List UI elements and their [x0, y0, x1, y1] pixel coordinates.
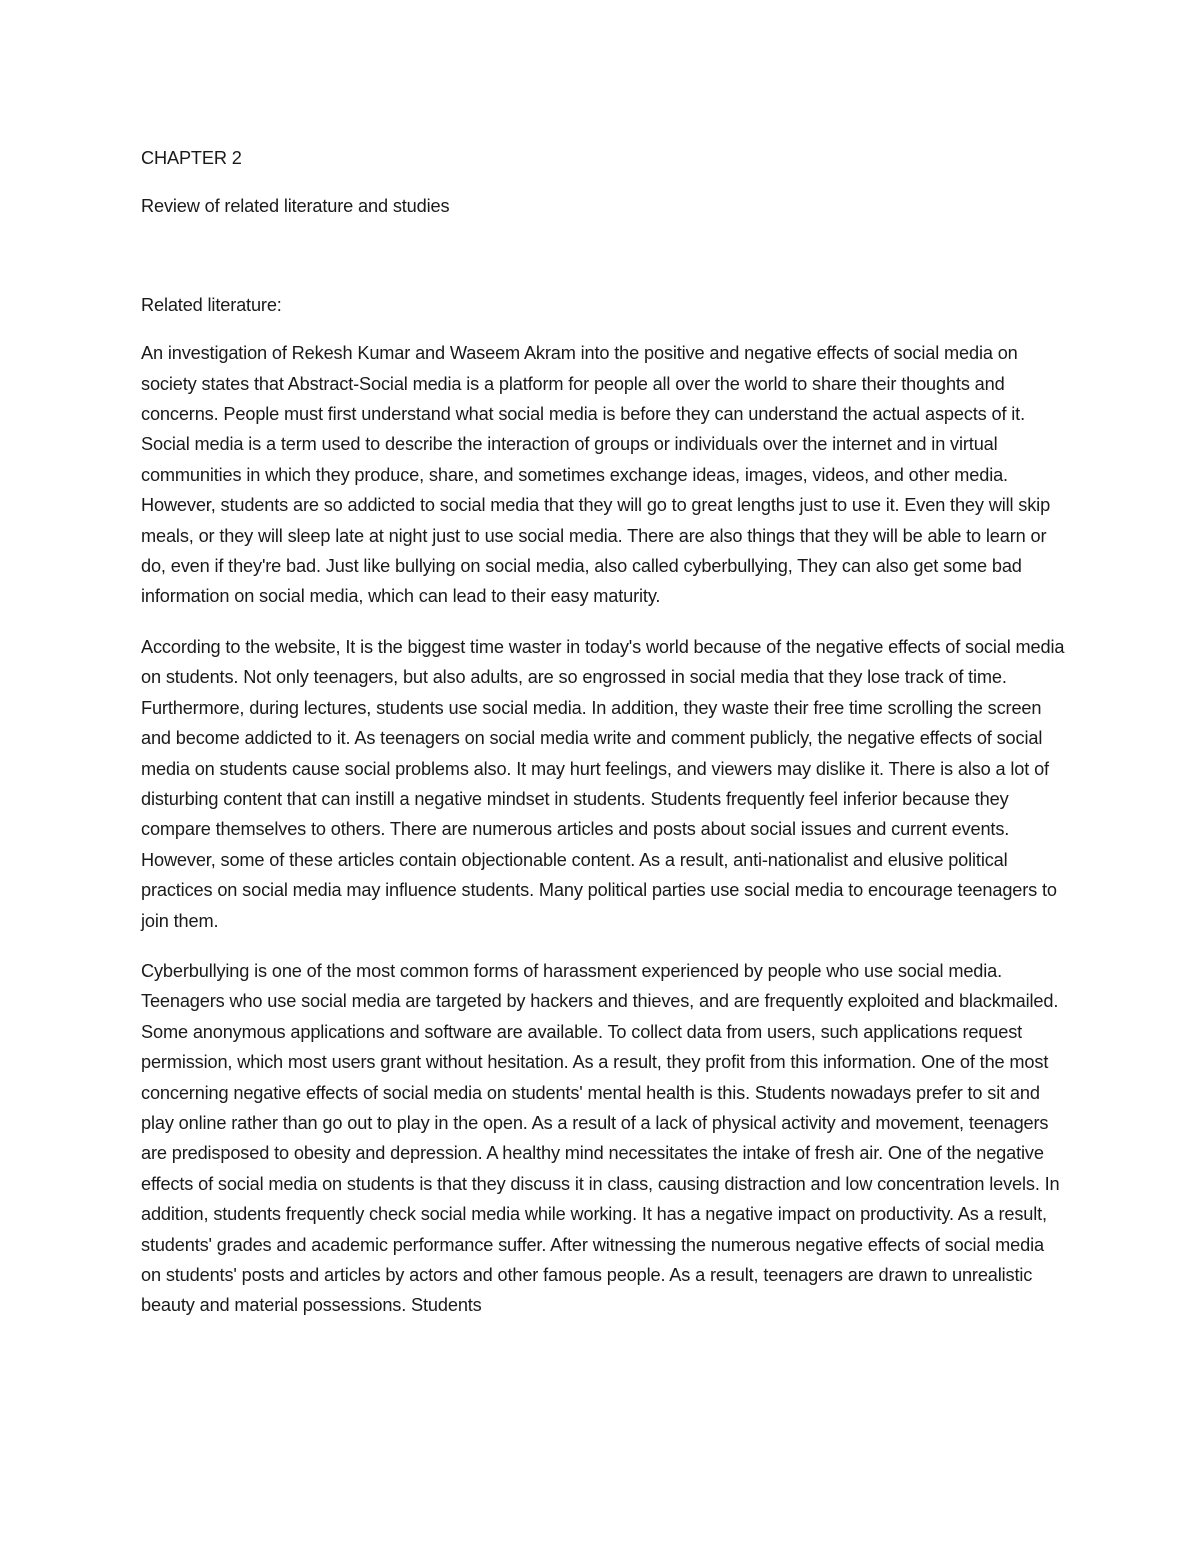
chapter-label: CHAPTER 2 — [141, 148, 242, 168]
paragraph-2: According to the website, It is the biggest time waster in today's world because of the negative effects of social media on students. Not only teenagers, but also adults, are so engrossed in social media that they lose track of time. Furthermore, during lectures, students use social media. In addition, they waste their free time scrolling the screen and become addicted to it. As teenagers on social media write and comment publicly, the negative effects of social media on students cause social problems also. It may hurt feelings, and viewers may dislike it. There is also a lot of disturbing content that can instill a negative mindset in students. Students frequently feel inferior because they compare themselves to others. There are numerous articles and posts about social issues and current events. However, some of these articles contain objectionable content. As a result, anti-nationalist and elusive political practices on social media may influence students. Many political parties use social media to encourage teenagers to join them. — [141, 636, 1065, 931]
paragraph-1: An investigation of Rekesh Kumar and Waseem Akram into the positive and negative effects of social media on society states that Abstract-Social media is a platform for people all over the world to share their thoughts and concerns. People must first understand what social media is before they can understand the actual aspects of it. Social media is a term used to describe the interaction of groups or individuals over the internet and in virtual communities in which they produce, share, and sometimes exchange ideas, images, videos, and other media. However, students are so addicted to social media that they will go to great lengths just to use it. Even they will skip meals, or they will sleep late at night just to use social media. There are also things that they will be able to learn or do, even if they're bad. Just like bullying on social media, also called cyberbullying, They can also get some bad information on social media, which can lead to their easy maturity. — [141, 343, 1051, 607]
related-literature-heading: Related literature: — [141, 294, 282, 315]
document-body — [141, 143, 1066, 1341]
paragraph-3: Cyberbullying is one of the most common forms of harassment experienced by people who use social media. Teenagers who use social media are targeted by hackers and thieves, and are frequently exploited and blackmailed. Some anonymous applications and software are available. To collect data from users, such applications request permission, which most users grant without hesitation. As a result, they profit from this information. One of the most concerning negative effects of social media on students' mental health is this. Students nowadays prefer to sit and play online rather than go out to play in the open. As a result of a lack of physical activity and movement, teenagers are predisposed to obesity and depression. A healthy mind necessitates the intake of fresh air. One of the negative effects of social media on students is that they discuss it in class, causing distraction and low concentration levels. In addition, students frequently check social media while working. It has a negative impact on productivity. As a result, students' grades and academic performance suffer. After witnessing the numerous negative effects of social media on students' posts and articles by actors and other famous people. As a result, teenagers are drawn to unrealistic beauty and material possessions. Students — [141, 960, 1060, 1316]
section-title: Review of related literature and studies — [141, 196, 450, 217]
